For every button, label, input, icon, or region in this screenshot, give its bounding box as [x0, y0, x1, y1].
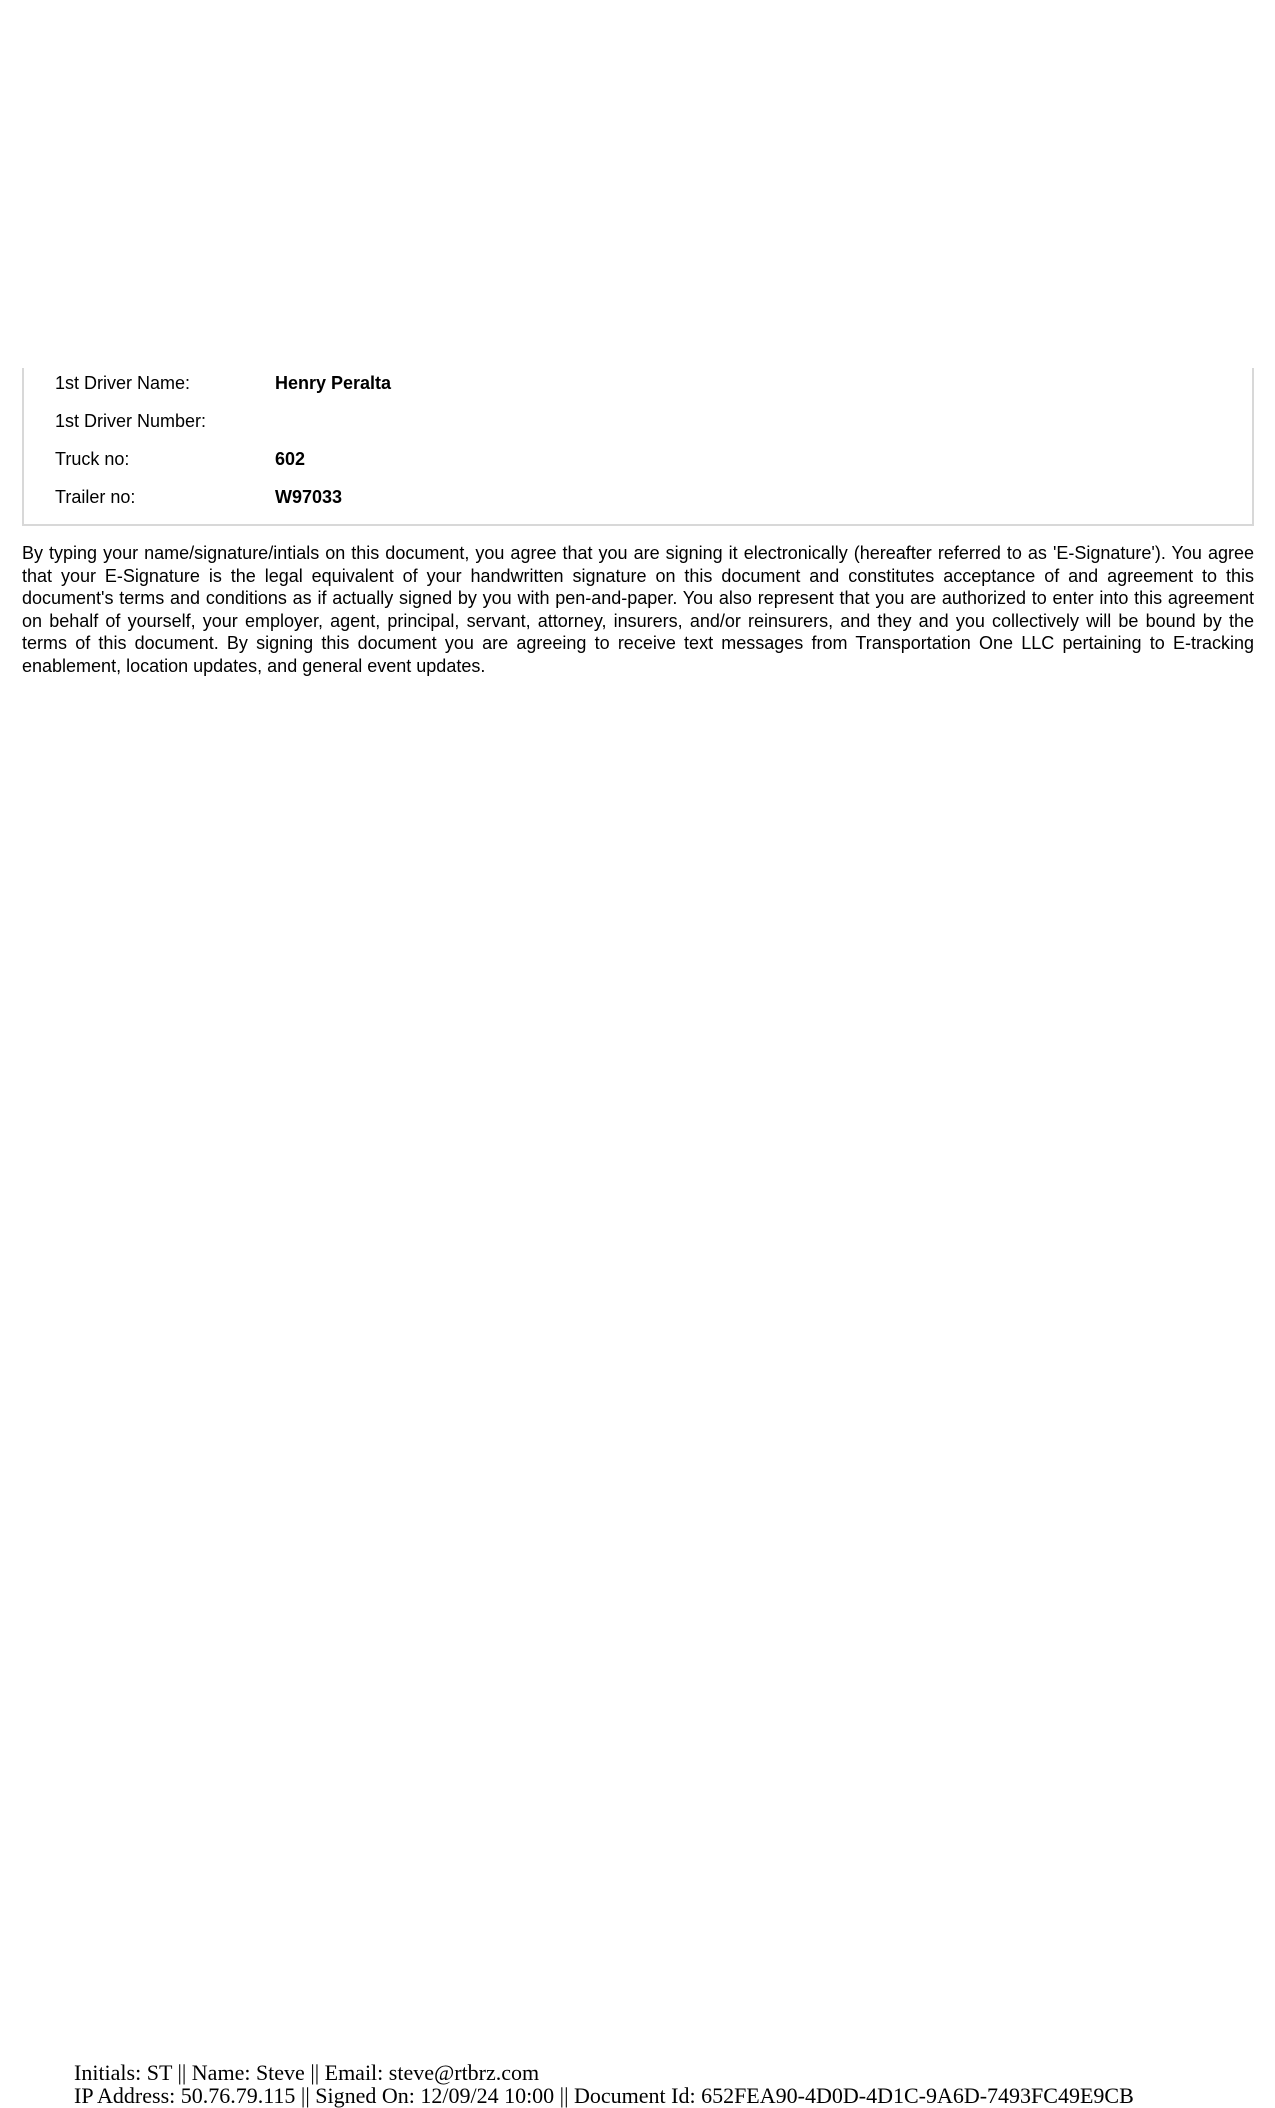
- trailer-number-value: W97033: [275, 487, 343, 507]
- signature-footer: [74, 2061, 1134, 2107]
- driver-name-value: Henry Peralta: [275, 373, 392, 393]
- trailer-number-label: Trailer no:: [55, 487, 136, 507]
- driver-name-label: 1st Driver Name:: [55, 373, 191, 393]
- driver-number-label: 1st Driver Number:: [55, 411, 207, 431]
- e-signature-disclaimer: By typing your name/signature/intials on this document, you agree that you are signing it electronically (hereafter referred to as 'E-Signature'). You agree that your E-Signature is the legal equivalent of your handwritten signature on this document and constitutes acceptance of and agreement to this document's terms and conditions as if actually signed by you with pen-and-paper. You also represent that you are authorized to enter into this agreement on behalf of yourself, your employer, agent, principal, servant, attorney, insurers, and/or reinsurers, and they and you collectively will be bound by the terms of this document. By signing this document you are agreeing to receive text messages from Transportation One LLC pertaining to E-tracking enablement, location updates, and general event updates.: [22, 543, 1254, 676]
- signing-metadata-line: IP Address: 50.76.79.115 || Signed On: 12/09/24 10:00 || Document Id: 652FEA90-4D0D-4D1C-9A6D-7493FC49E9CB: [74, 2083, 1134, 2108]
- driver-details-box: [22, 368, 1254, 526]
- truck-number-label: Truck no:: [55, 449, 130, 469]
- signer-info-line: Initials: ST || Name: Steve || Email: steve@rtbrz.com: [74, 2060, 540, 2085]
- truck-number-value: 602: [275, 449, 306, 469]
